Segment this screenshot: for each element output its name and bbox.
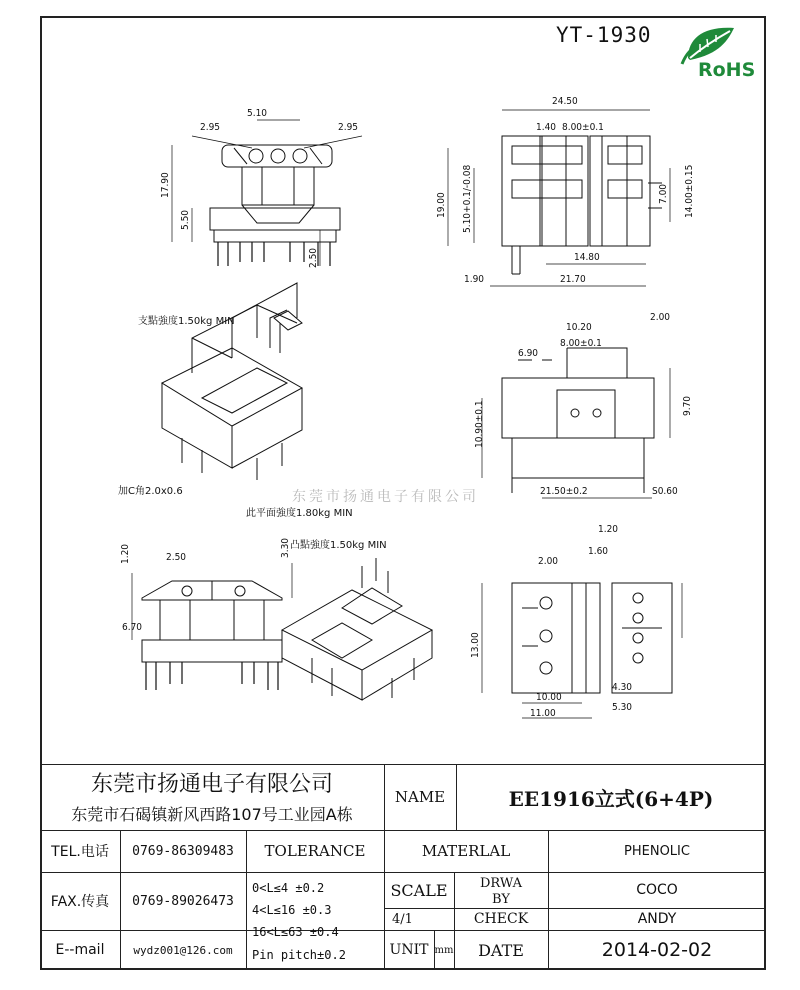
- chamfer-note: 加C角2.0x0.6: [118, 486, 183, 497]
- fax-label: FAX.传真: [50, 894, 110, 910]
- fax-value: 0769-89026473: [132, 893, 234, 909]
- email-label: E--mail: [55, 942, 105, 958]
- dimension-label: 1.90: [464, 274, 485, 285]
- email-value: wydz001@126.com: [133, 943, 233, 957]
- dimension-label: 7.00: [658, 183, 669, 204]
- check-label: CHECK: [473, 911, 529, 927]
- technical-drawing: [42, 18, 764, 764]
- dimension-label: 5.10+0.1/-0.08: [462, 164, 473, 233]
- dimension-label: 2.50: [308, 247, 319, 268]
- tolerance-label: TOLERANCE: [264, 842, 366, 860]
- date-label: DATE: [478, 940, 524, 960]
- drawn-by-value: COCO: [636, 882, 678, 898]
- dimension-label: 1.40: [536, 122, 557, 133]
- dimension-label: 1.20: [120, 543, 131, 564]
- top-view: [482, 583, 682, 718]
- dimension-label: 10.00: [536, 692, 562, 703]
- dimension-label: 14.80: [574, 252, 600, 263]
- dimension-label: 2.00: [538, 556, 559, 567]
- drawn-by-label-2: BY: [492, 891, 510, 907]
- tolerance-range-2: 4<L≤16 ±0.3: [252, 903, 332, 917]
- tolerance-range-1: 0<L≤4 ±0.2: [252, 881, 325, 895]
- dimension-label: 1.60: [588, 546, 609, 557]
- side-view: [448, 110, 670, 286]
- dimension-label: 5.50: [180, 209, 191, 230]
- part-number: YT-1930: [556, 23, 652, 47]
- dimension-label: 14.00±0.15: [684, 164, 695, 218]
- dimension-label: 6.90: [518, 348, 539, 359]
- bottom-view: [482, 348, 670, 498]
- dimension-label: 2.95: [200, 122, 221, 133]
- dimension-label: 11.00: [530, 708, 556, 719]
- dimension-label: 2.00: [650, 312, 671, 323]
- product-name: EE1916立式(6+4P): [508, 786, 714, 811]
- dimension-label: 8.00±0.1: [560, 338, 602, 349]
- dimension-label: 10.90±0.1: [474, 400, 485, 448]
- tel-value: 0769-86309483: [132, 843, 234, 859]
- scale-label: SCALE: [390, 880, 448, 900]
- flat-surface-strength-note: 此平面強度1.80kg MIN: [246, 508, 353, 519]
- company-address: 东莞市石碣镇新风西路107号工业园A栋: [71, 804, 353, 824]
- unit-label: UNIT: [389, 942, 429, 958]
- bump-strength-note: 凸點強度1.50kg MIN: [290, 540, 387, 551]
- dimension-label: 17.90: [160, 172, 171, 198]
- scale-value: 4/1: [392, 911, 413, 927]
- dimension-label: 2.50: [166, 552, 187, 563]
- tolerance-range-3: 16<L≤63 ±0.4: [252, 925, 339, 939]
- dimension-label: 6.70: [122, 622, 143, 633]
- company-watermark: 东莞市扬通电子有限公司: [292, 489, 479, 505]
- dimension-label: 21.70: [560, 274, 586, 285]
- dimension-label: 5.10: [247, 108, 268, 119]
- dimension-label: 3.30: [280, 537, 291, 558]
- title-block: [40, 764, 766, 970]
- name-label: NAME: [394, 788, 446, 806]
- dimension-label: S0.60: [652, 486, 678, 497]
- unit-value: mm: [434, 944, 454, 956]
- tel-label: TEL.电话: [51, 844, 109, 860]
- material-value: PHENOLIC: [624, 843, 690, 859]
- company-name: 东莞市扬通电子有限公司: [90, 771, 333, 797]
- pin-pitch-tolerance: Pin pitch±0.2: [252, 948, 346, 962]
- rohs-label: RoHS: [698, 59, 756, 81]
- dimension-label: 10.20: [566, 322, 592, 333]
- support-strength-note: 支點強度1.50kg MIN: [138, 316, 235, 327]
- dimension-label: 8.00±0.1: [562, 122, 604, 133]
- end-view: [132, 563, 292, 690]
- material-label: MATERLAL: [421, 842, 511, 860]
- dimension-label: 24.50: [552, 96, 578, 107]
- front-view: [172, 120, 362, 266]
- date-value: 2014-02-02: [601, 939, 713, 961]
- check-value: ANDY: [637, 911, 677, 927]
- dimension-label: 21.50±0.2: [540, 486, 588, 497]
- dimension-label: 4.30: [612, 682, 633, 693]
- dimension-label: 5.30: [612, 702, 633, 713]
- dimension-label: 13.00: [470, 632, 481, 658]
- dimension-label: 19.00: [436, 192, 447, 218]
- isometric-view-2: [282, 558, 432, 700]
- dimension-label: 9.70: [682, 395, 693, 416]
- drawn-by-label-1: DRWA: [479, 875, 523, 891]
- dimension-label: 1.20: [598, 524, 619, 535]
- dimension-label: 2.95: [338, 122, 359, 133]
